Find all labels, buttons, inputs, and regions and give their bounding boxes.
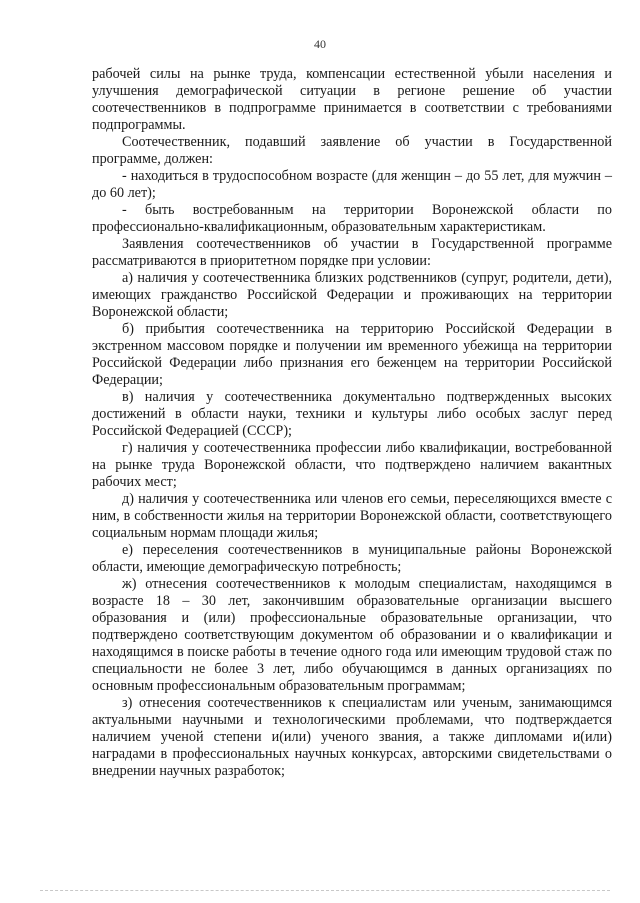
condition-v: в) наличия у соотечественника документально подтвержденных высоких достижений в области науки, техники и культуры либо особых заслуг перед Российской Федерацией (СССР);: [92, 389, 612, 439]
condition-d: д) наличия у соотечественника или членов его семьи, переселяющихся вместе с ним, в собственности жилья на территории Воронежской области, соответствующего социальным нормам площади жилья;: [92, 491, 612, 541]
condition-zh: ж) отнесения соотечественников к молодым специалистам, находящимся в возрасте 18 – 30 лет, закончившим образовательные организации высшего образования и (или) профессиональные образовательные организации, что подтверждено соответствующим документом об образовании и о квалификации и находящимся в поиске работы в течение одного года или имеющим трудовой стаж по специальности не более 3 лет, либо обучающимся в данных организациях по основным профессиональным образовательным программам;: [92, 576, 612, 694]
paragraph-priority-conditions: Заявления соотечественников об участии в Государственной программе рассматриваются в приоритетном порядке при условии:: [92, 236, 612, 269]
paragraph-continuation: рабочей силы на рынке труда, компенсации естественной убыли населения и улучшения демографической ситуации в регионе решение об участии соотечественников в подпрограмме принимается в соответствии с требованиями подпрограммы.: [92, 66, 612, 133]
paragraph-working-age: - находиться в трудоспособном возрасте (для женщин – до 55 лет, для мужчин – до 60 лет);: [92, 168, 612, 201]
paragraph-demanded: - быть востребованным на территории Воронежской области по профессионально-квалификационным, образовательным характеристикам.: [92, 202, 612, 235]
paragraph-applicant-requirements: Соотечественник, подавший заявление об участии в Государственной программе, должен:: [92, 134, 612, 167]
document-body: [92, 66, 612, 780]
condition-z: з) отнесения соотечественников к специалистам или ученым, занимающимся актуальными научными и технологическими проблемами, что подтверждается наличием ученой степени и(или) ученого звания, а также дипломами и(или) наградами в профессиональных научных конкурсах, авторскими свидетельствами о внедрении научных разработок;: [92, 695, 612, 779]
condition-e: е) переселения соотечественников в муниципальные районы Воронежской области, имеющие демографическую потребность;: [92, 542, 612, 575]
page-number: 40: [314, 37, 326, 51]
condition-a: а) наличия у соотечественника близких родственников (супруг, родители, дети), имеющих гражданство Российской Федерации и проживающих на территории Воронежской области;: [92, 270, 612, 320]
condition-g: г) наличия у соотечественника профессии либо квалификации, востребованной на рынке труда Воронежской области, что подтверждено наличием вакантных рабочих мест;: [92, 440, 612, 490]
page-bottom-divider: [40, 890, 610, 891]
condition-b: б) прибытия соотечественника на территорию Российской Федерации в экстренном массовом порядке и получении им временного убежища на территории Российской Федерации либо признания его беженцем на территории Российской Федерации;: [92, 321, 612, 388]
